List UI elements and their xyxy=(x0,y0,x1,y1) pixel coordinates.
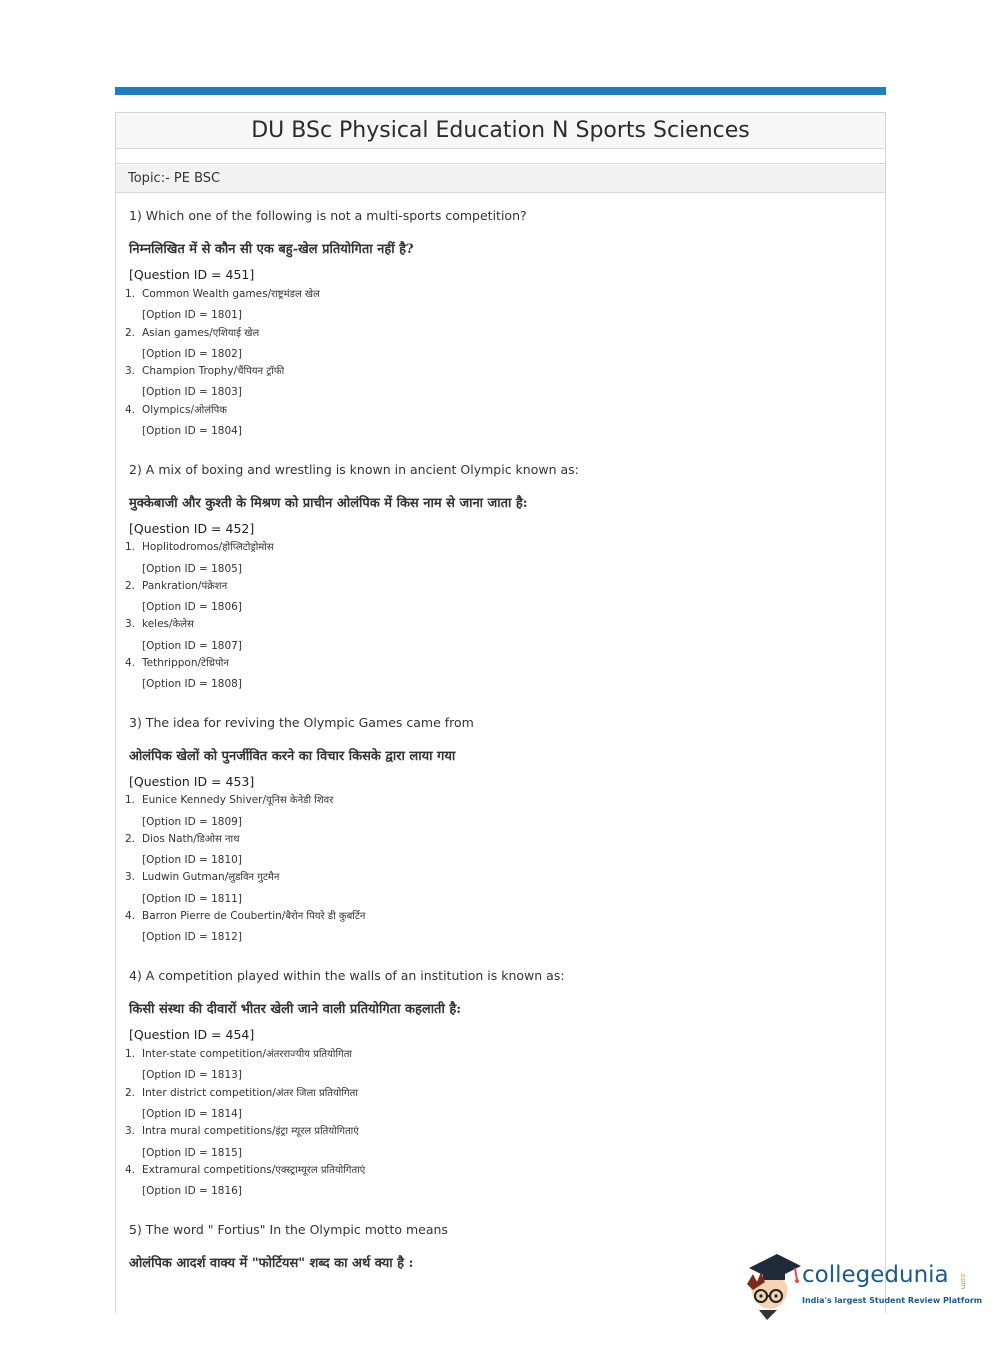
option-number: 4. xyxy=(125,657,136,669)
mascot-icon xyxy=(743,1250,803,1320)
option-item xyxy=(125,831,239,845)
option-number: 3. xyxy=(125,1125,136,1137)
option-id: [Option ID = 1814] xyxy=(142,1108,242,1120)
option-text-hi: इंट्रा म्यूरल प्रतियोगिताएं xyxy=(275,1126,359,1137)
option-text-hi: केलेस xyxy=(172,619,194,630)
option-number: 2. xyxy=(125,327,136,339)
question-text-en: 5) The word " Fortius" In the Olympic motto means xyxy=(129,1222,448,1237)
option-text-en: Intra mural competitions/ xyxy=(142,1125,276,1137)
option-item xyxy=(125,616,194,630)
option-item xyxy=(125,1162,365,1176)
option-text-hi: एशियाई खेल xyxy=(212,328,260,339)
page-title: DU BSc Physical Education N Sports Sciences xyxy=(116,113,885,149)
option-item xyxy=(125,363,284,377)
option-number: 3. xyxy=(125,871,136,883)
option-id: [Option ID = 1808] xyxy=(142,678,242,690)
option-text-en: Ludwin Gutman/ xyxy=(142,871,229,883)
option-id: [Option ID = 1801] xyxy=(142,309,242,321)
collegedunia-logo xyxy=(743,1250,983,1320)
option-number: 3. xyxy=(125,365,136,377)
option-id: [Option ID = 1809] xyxy=(142,816,242,828)
option-text-en: Champion Trophy/ xyxy=(142,365,238,377)
option-item xyxy=(125,908,365,922)
option-text-hi: चैंपियन ट्रॉफी xyxy=(237,366,285,377)
option-text-hi: अंतर जिला प्रतियोगिता xyxy=(275,1088,358,1099)
option-text-hi: पंक्रेशन xyxy=(201,581,228,592)
option-text-en: Extramural competitions/ xyxy=(142,1164,276,1176)
option-item xyxy=(125,1123,359,1137)
option-number: 4. xyxy=(125,1164,136,1176)
option-id: [Option ID = 1813] xyxy=(142,1069,242,1081)
option-text-en: Common Wealth games/ xyxy=(142,288,272,300)
option-item xyxy=(125,402,227,416)
option-id: [Option ID = 1807] xyxy=(142,640,242,652)
option-number: 1. xyxy=(125,541,136,553)
option-text-en: Inter district competition/ xyxy=(142,1087,276,1099)
question-text-hi: मुक्केबाजी और कुश्ती के मिश्रण को प्राचीन ओलंपिक में किस नाम से जाना जाता है: xyxy=(129,496,528,511)
option-id: [Option ID = 1812] xyxy=(142,931,242,943)
option-text-hi: डिओस नाथ xyxy=(196,834,240,845)
option-item xyxy=(125,286,320,300)
option-number: 3. xyxy=(125,618,136,630)
option-item xyxy=(125,325,259,339)
option-item xyxy=(125,539,274,553)
header-accent-bar xyxy=(115,87,886,95)
option-id: [Option ID = 1816] xyxy=(142,1185,242,1197)
option-id: [Option ID = 1811] xyxy=(142,893,242,905)
option-id: [Option ID = 1810] xyxy=(142,854,242,866)
option-id: [Option ID = 1806] xyxy=(142,601,242,613)
option-text-en: Tethrippon/ xyxy=(142,657,202,669)
question-id: [Question ID = 451] xyxy=(129,267,255,282)
option-item xyxy=(125,578,227,592)
option-text-en: Dios Nath/ xyxy=(142,833,197,845)
question-text-en: 3) The idea for reviving the Olympic Games came from xyxy=(129,715,474,730)
option-item xyxy=(125,869,279,883)
option-text-hi: होप्लिटोड्रोमोस xyxy=(222,542,274,553)
option-text-en: Olympics/ xyxy=(142,404,194,416)
option-text-hi: राष्ट्रमंडल खेल xyxy=(271,289,320,300)
option-number: 4. xyxy=(125,910,136,922)
option-number: 2. xyxy=(125,833,136,845)
option-number: 4. xyxy=(125,404,136,416)
option-text-en: Inter-state competition/ xyxy=(142,1048,266,1060)
question-text-hi: निम्नलिखित में से कौन सी एक बहु-खेल प्रतियोगिता नहीं है? xyxy=(129,242,414,257)
question-id: [Question ID = 454] xyxy=(129,1027,255,1042)
logo-domain-suffix: .com xyxy=(959,1272,967,1290)
option-id: [Option ID = 1815] xyxy=(142,1147,242,1159)
option-text-hi: एक्स्ट्राम्यूरल प्रतियोगिताएं xyxy=(275,1165,366,1176)
option-text-en: Asian games/ xyxy=(142,327,213,339)
question-text-en: 2) A mix of boxing and wrestling is known in ancient Olympic known as: xyxy=(129,462,579,477)
option-number: 2. xyxy=(125,1087,136,1099)
logo-wordmark: collegedunia xyxy=(802,1262,949,1288)
topic-label: Topic:- PE BSC xyxy=(116,165,885,193)
option-text-en: Barron Pierre de Coubertin/ xyxy=(142,910,286,922)
option-text-hi: यूनिस केनेडी शिवर xyxy=(266,795,334,806)
option-id: [Option ID = 1802] xyxy=(142,348,242,360)
option-text-hi: ओलंपिक xyxy=(194,405,227,416)
question-text-en: 1) Which one of the following is not a multi-sports competition? xyxy=(129,208,527,223)
document-frame xyxy=(115,112,886,1313)
option-text-hi: लुडविन गुटमैन xyxy=(228,872,280,883)
question-text-hi: किसी संस्था की दीवारों भीतर खेली जाने वाली प्रतियोगिता कहलाती है: xyxy=(129,1002,462,1017)
option-item xyxy=(125,1046,352,1060)
header-divider-row xyxy=(116,149,885,164)
option-text-en: Pankration/ xyxy=(142,580,202,592)
question-id: [Question ID = 453] xyxy=(129,774,255,789)
logo-tagline: India's largest Student Review Platform xyxy=(802,1296,983,1305)
option-text-en: Hoplitodromos/ xyxy=(142,541,223,553)
option-number: 1. xyxy=(125,1048,136,1060)
option-number: 1. xyxy=(125,794,136,806)
option-id: [Option ID = 1805] xyxy=(142,563,242,575)
option-text-hi: अंतरराज्यीय प्रतियोगिता xyxy=(265,1049,353,1060)
option-id: [Option ID = 1803] xyxy=(142,386,242,398)
option-id: [Option ID = 1804] xyxy=(142,425,242,437)
option-item xyxy=(125,655,229,669)
question-text-hi: ओलंपिक आदर्श वाक्य में "फोर्टियस" शब्द का अर्थ क्या है : xyxy=(129,1256,414,1271)
question-text-hi: ओलंपिक खेलों को पुनर्जीवित करने का विचार किसके द्वारा लाया गया xyxy=(129,749,456,764)
option-item xyxy=(125,1085,358,1099)
option-number: 1. xyxy=(125,288,136,300)
question-id: [Question ID = 452] xyxy=(129,521,255,536)
option-item xyxy=(125,792,333,806)
option-text-en: keles/ xyxy=(142,618,173,630)
option-number: 2. xyxy=(125,580,136,592)
option-text-hi: टेथ्रिपोन xyxy=(201,658,229,669)
option-text-en: Eunice Kennedy Shiver/ xyxy=(142,794,267,806)
question-text-en: 4) A competition played within the walls of an institution is known as: xyxy=(129,968,565,983)
option-text-hi: बैरोन पियरे डी कुबर्टिन xyxy=(285,911,366,922)
